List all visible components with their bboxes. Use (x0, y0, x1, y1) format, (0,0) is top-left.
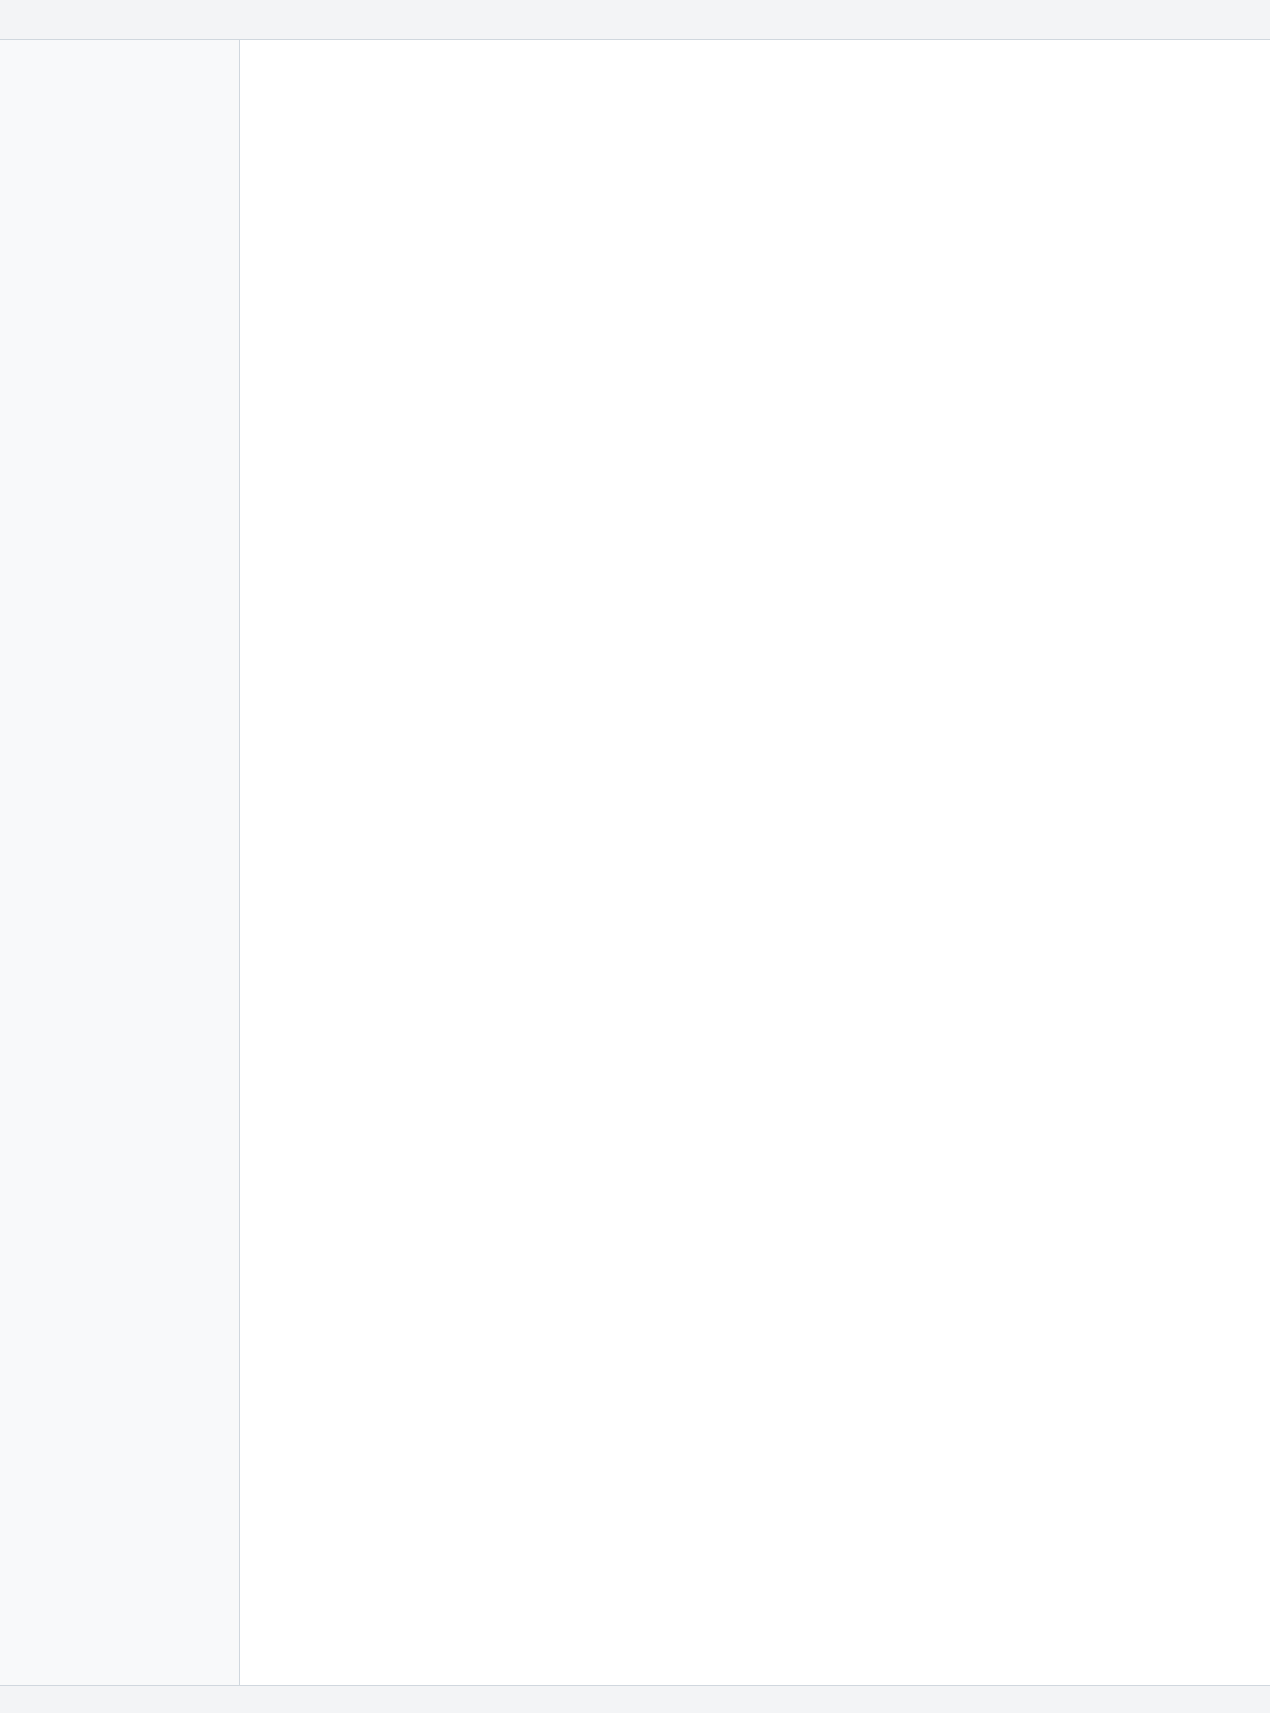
status-bar (0, 1685, 1270, 1713)
sidebar (0, 40, 240, 1685)
main-content (240, 40, 1270, 1685)
title-bar (0, 0, 1270, 40)
window-body (0, 40, 1270, 1685)
